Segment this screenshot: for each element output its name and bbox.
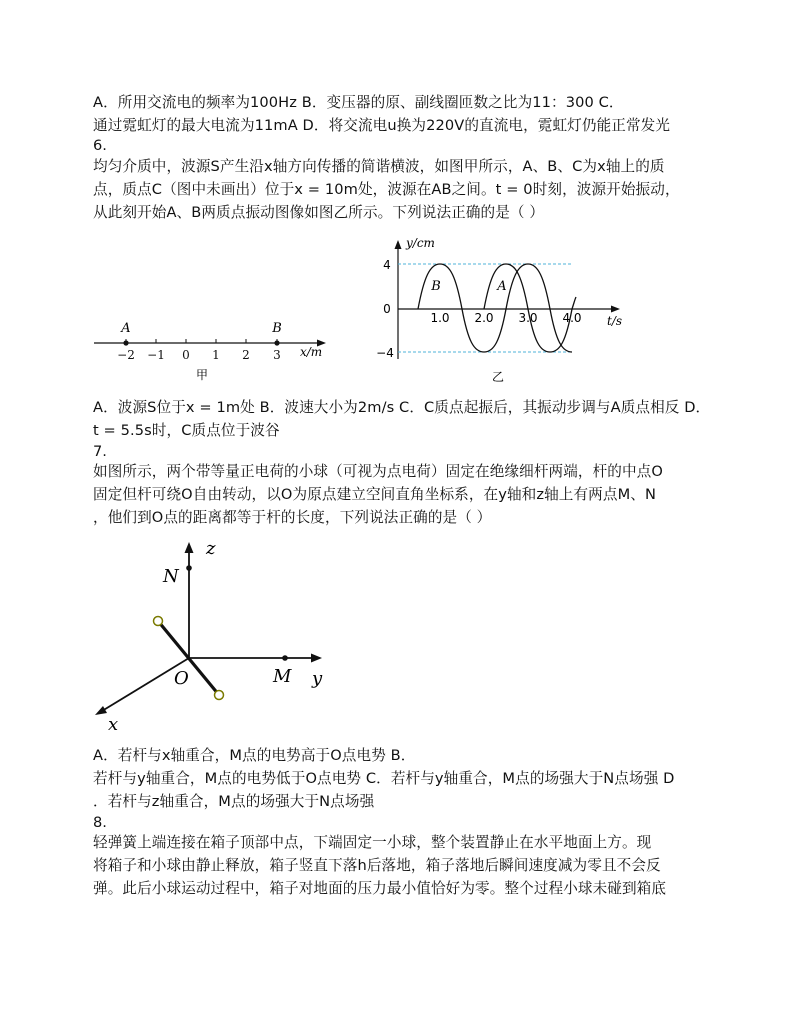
q6-options-line-2: t = 5.5s时，C质点位于波谷 — [93, 422, 280, 439]
q7-options-line-3: ．若杆与z轴重合，M点的场强大于N点场强 — [93, 793, 375, 810]
q6-number: 6. — [93, 137, 107, 154]
q7-stem-line-2: 固定但杆可绕O自由转动，以O为原点建立空间直角坐标系，在y轴和z轴上有两点M、N — [93, 486, 656, 503]
tick-label: 2 — [242, 348, 250, 362]
point-a-dot — [123, 340, 128, 345]
point-b-label: B — [272, 321, 282, 336]
q6-stem-line-3: 从此刻开始A、B两质点振动图像如图乙所示。下列说法正确的是（ ） — [93, 204, 545, 221]
charge-ball-lower — [215, 691, 224, 700]
caption-jia: 甲 — [195, 368, 209, 382]
tick-label: 3 — [273, 348, 281, 362]
x-axis-label: x/m — [300, 345, 323, 359]
figure-jia — [90, 312, 340, 387]
q8-number: 8. — [93, 814, 107, 831]
point-b-dot — [274, 340, 279, 345]
point-a-label: A — [121, 321, 131, 336]
caption-yi: 乙 — [491, 370, 505, 384]
y-axis-label: y — [312, 668, 323, 689]
y-axis-arrow — [395, 240, 402, 249]
t-tick-label: 4.0 — [562, 311, 582, 325]
q6-stem-line-2: 点，质点C（图中未画出）位于x = 10m处，波源在AB之间。t = 0时刻，波源开始振动， — [93, 181, 680, 198]
figure-q7 — [88, 538, 338, 738]
curve-b-label: B — [431, 279, 441, 294]
z-axis-arrow — [185, 542, 194, 553]
point-n-dot — [186, 565, 192, 571]
t-tick-label: 1.0 — [430, 311, 450, 325]
t-axis-label: t/s — [607, 314, 623, 328]
tick-label: 0 — [182, 348, 190, 362]
q7-stem-line-1: 如图所示，两个带等量正电荷的小球（可视为点电荷）固定在绝缘细杆两端，杆的中点O — [93, 463, 663, 480]
figure-yi — [378, 237, 638, 387]
y-axis-arrow — [311, 654, 322, 663]
q6-stem-line-1: 均匀介质中，波源S产生沿x轴方向传播的简谐横波，如图甲所示，A、B、C为x轴上的质 — [93, 158, 665, 175]
tick-label: 1 — [212, 348, 220, 362]
o-label: O — [174, 668, 189, 689]
t-tick-label: 3.0 — [518, 311, 538, 325]
curve-b — [418, 264, 572, 352]
m-label: M — [273, 666, 292, 687]
point-m-dot — [282, 655, 288, 661]
tick-label: −2 — [117, 348, 135, 362]
q5-options-line-1: A．所用交流电的频率为100Hz B．变压器的原、副线圈匝数之比为11：300 C． — [93, 94, 624, 111]
y-tick-label: −4 — [376, 346, 394, 360]
curve-a-label: A — [497, 279, 507, 294]
y-tick-label: 4 — [383, 258, 391, 272]
t-axis-arrow — [611, 306, 620, 313]
charge-ball-upper — [154, 617, 163, 626]
q8-stem-line-1: 轻弹簧上端连接在箱子顶部中点，下端固定一小球，整个装置静止在水平地面上方。现 — [93, 834, 652, 851]
q7-options-line-1: A．若杆与x轴重合，M点的电势高于O点电势 B． — [93, 747, 416, 764]
t-tick-label: 2.0 — [474, 311, 494, 325]
tick-label: −1 — [147, 348, 165, 362]
y-axis-label: y/cm — [406, 236, 435, 250]
y-tick-label: 0 — [383, 302, 391, 316]
x-axis-label: x — [108, 714, 119, 735]
z-axis-label: z — [206, 538, 216, 559]
x-axis-arrow — [95, 706, 107, 715]
q7-number: 7. — [93, 443, 107, 460]
q6-options-line-1: A．波源S位于x = 1m处 B．波速大小为2m/s C．C质点起振后，其振动步调与A质点相反 D． — [93, 399, 711, 416]
q8-stem-line-2: 将箱子和小球由静止释放，箱子竖直下落h后落地，箱子落地后瞬间速度减为零且不会反 — [93, 857, 661, 874]
q5-options-line-2: 通过霓虹灯的最大电流为11mA D．将交流电u换为220V的直流电，霓虹灯仍能正常发光 — [93, 117, 671, 134]
n-label: N — [163, 566, 179, 587]
q8-stem-line-3: 弹。此后小球运动过程中，箱子对地面的压力最小值恰好为零。整个过程小球未碰到箱底 — [93, 880, 667, 897]
q7-options-line-2: 若杆与y轴重合，M点的电势低于O点电势 C．若杆与y轴重合，M点的场强大于N点场强 D — [93, 770, 675, 787]
q7-stem-line-3: ，他们到O点的距离都等于杆的长度，下列说法正确的是（ ） — [93, 509, 492, 526]
